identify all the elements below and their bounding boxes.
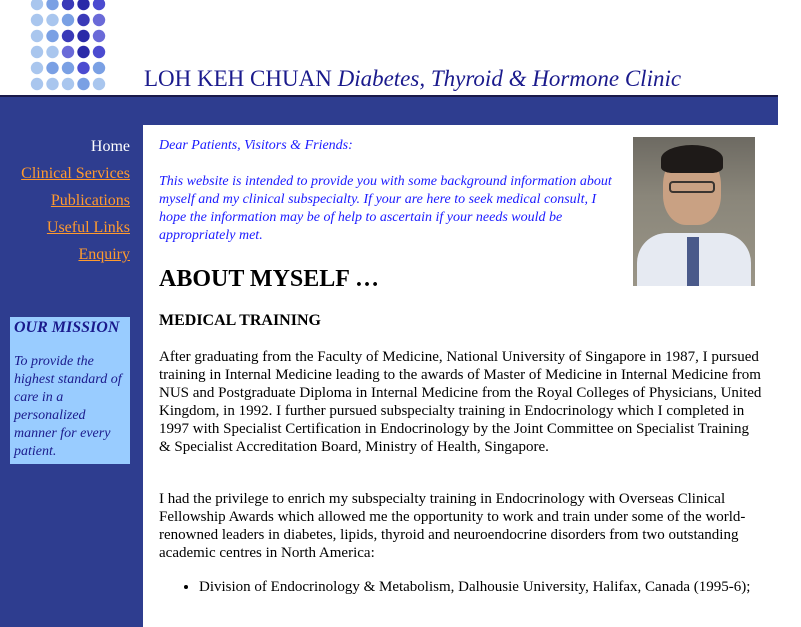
- logo-dot: [77, 62, 89, 74]
- logo-dot: [93, 46, 105, 58]
- dot-grid-logo-icon: [30, 0, 110, 96]
- photo-tie: [687, 237, 699, 286]
- training-paragraph-1: After graduating from the Faculty of Medicine, National University of Singapore in 1987, I pursued training in Internal Medicine leading to the awards of Master of Medicine in Internal Medicine from NUS and Postgraduate Diploma in Internal Medicine from the Royal Colleges of Physicians, United Kingdom, in 1992. I further pursued subspecialty training in Endocrinology which I completed in 1997 with Specialist Certification in Endocrinology by the Joint Committee on Specialist Training & Specialist Accreditation Board, Ministry of Health, Singapore.: [159, 349, 762, 455]
- logo-dot: [77, 30, 89, 42]
- nav-item-enquiry[interactable]: Enquiry: [78, 246, 130, 263]
- logo-dot: [93, 30, 105, 42]
- nav-item-publications[interactable]: Publications: [50, 192, 130, 209]
- logo-dot: [46, 14, 58, 26]
- logo-dot: [31, 14, 43, 26]
- list-item: • Division of Endocrinology & Metabolism, Dalhousie University, Halifax, Canada (1995-6);: [199, 578, 759, 596]
- intro-text: This website is intended to provide you with some background information about myself and my clinical subspecialty. If your are here to seek medical consult, I hope the information may be of help to ascertain if your needs would be appropriately met.: [159, 174, 612, 243]
- photo-hair: [661, 145, 723, 173]
- logo-dot: [77, 78, 89, 90]
- logo-dot: [77, 0, 89, 10]
- site-title-name: LOH KEH CHUAN: [144, 66, 332, 91]
- doctor-portrait-photo: [633, 137, 755, 286]
- greeting: Dear Patients, Visitors & Friends:: [159, 138, 353, 153]
- logo-dot: [31, 0, 43, 10]
- logo-dot: [62, 46, 74, 58]
- logo-dot: [31, 46, 43, 58]
- intro-block: [159, 137, 619, 245]
- centres-list: [159, 578, 759, 596]
- logo-dot: [46, 0, 58, 10]
- logo-dot: [93, 78, 105, 90]
- logo-dot: [62, 78, 74, 90]
- logo-dot: [31, 78, 43, 90]
- nav-item-clinical-services[interactable]: Clinical Services: [21, 165, 130, 182]
- mission-text: To provide the highest standard of care in a personalized manner for every patient.: [14, 354, 122, 459]
- logo-dot: [62, 0, 74, 10]
- logo-dot: [77, 14, 89, 26]
- logo-dot: [77, 46, 89, 58]
- logo-dot: [46, 78, 58, 90]
- site-title-clinic: Diabetes, Thyroid & Hormone Clinic: [337, 66, 682, 91]
- mission-box: [10, 317, 130, 464]
- mission-title: OUR MISSION: [14, 319, 120, 336]
- about-heading: ABOUT MYSELF …: [159, 266, 380, 292]
- logo-dot: [93, 0, 105, 10]
- nav-item-home[interactable]: Home: [90, 138, 130, 155]
- training-paragraph-2: I had the privilege to enrich my subspecialty training in Endocrinology with Overseas Clinical Fellowship Awards which allowed me the opportunity to work and train under some of the world-renowned leaders in diabetes, lipids, thyroid and neuroendocrine disorders from two outstanding academic centres in North America:: [159, 491, 746, 561]
- logo-dot: [31, 30, 43, 42]
- logo-dot: [62, 14, 74, 26]
- top-bar: [143, 97, 778, 125]
- nav-item-useful-links[interactable]: Useful Links: [46, 219, 130, 236]
- logo-dot: [93, 62, 105, 74]
- site-title: [144, 66, 681, 92]
- logo-dot: [46, 62, 58, 74]
- logo-dot: [46, 46, 58, 58]
- photo-glasses: [669, 181, 715, 193]
- sidebar-nav: [0, 138, 130, 273]
- logo-dot: [46, 30, 58, 42]
- logo-dot: [93, 14, 105, 26]
- training-heading: MEDICAL TRAINING: [159, 312, 321, 329]
- header: [0, 0, 801, 96]
- logo-dot: [62, 30, 74, 42]
- logo-dot: [31, 62, 43, 74]
- logo-dot: [62, 62, 74, 74]
